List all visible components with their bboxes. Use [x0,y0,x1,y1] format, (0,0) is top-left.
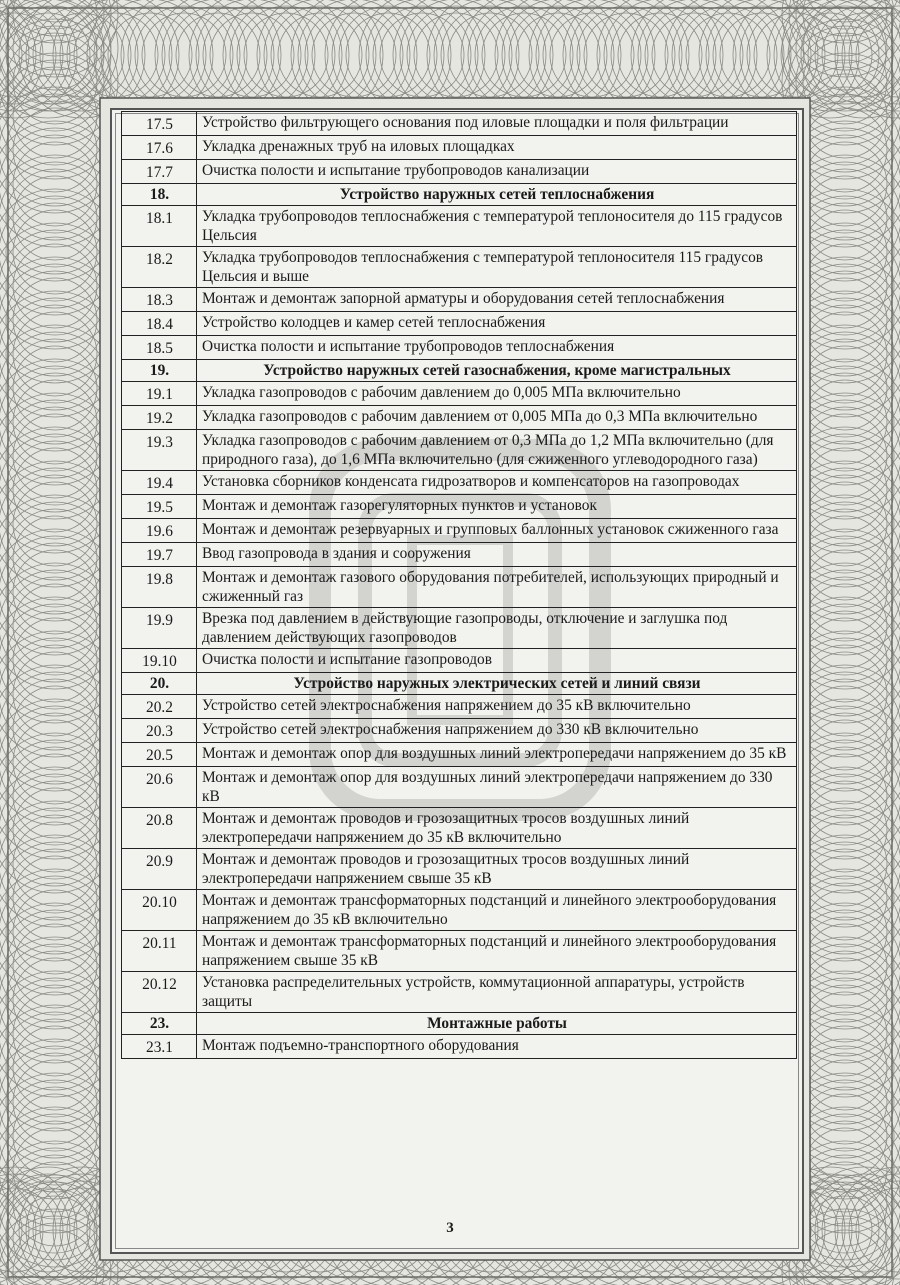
row-description: Укладка газопроводов с рабочим давлением до 0,005 МПа включительно [197,382,797,406]
table-row [122,136,797,160]
row-description: Укладка газопроводов с рабочим давлением от 0,3 МПа до 1,2 МПа включительно (для природного газа), до 1,6 МПа включительно (для сжиженного углеводородного газа) [197,430,797,471]
table-row [122,519,797,543]
table-row [122,743,797,767]
row-code: 19.2 [122,406,197,430]
table-row [122,247,797,288]
row-description: Монтаж и демонтаж проводов и грозозащитных тросов воздушных линий электропередачи напряжением свыше 35 кВ [197,849,797,890]
table-row [122,849,797,890]
row-code: 19.4 [122,471,197,495]
row-code: 19.5 [122,495,197,519]
row-code: 20.2 [122,695,197,719]
row-code: 18.3 [122,288,197,312]
row-code: 20.5 [122,743,197,767]
row-code: 23.1 [122,1035,197,1059]
row-description: Монтаж и демонтаж трансформаторных подстанций и линейного электрооборудования напряжением до 35 кВ включительно [197,890,797,931]
table-row [122,112,797,136]
row-code: 19.9 [122,608,197,649]
row-code: 18.2 [122,247,197,288]
row-description: Устройство сетей электроснабжения напряжением до 35 кВ включительно [197,695,797,719]
row-code: 19.6 [122,519,197,543]
table-row [122,336,797,360]
row-code: 20. [122,673,197,695]
section-title: Устройство наружных электрических сетей и линий связи [197,673,797,695]
row-code: 18. [122,184,197,206]
row-code: 20.11 [122,931,197,972]
section-title: Устройство наружных сетей газоснабжения, кроме магистральных [197,360,797,382]
section-row [122,1013,797,1035]
table-row [122,160,797,184]
row-description: Укладка трубопроводов теплоснабжения с температурой теплоносителя 115 градусов Цельсия и выше [197,247,797,288]
row-code: 19.3 [122,430,197,471]
table-row [122,608,797,649]
row-code: 19.1 [122,382,197,406]
row-code: 18.5 [122,336,197,360]
row-description: Очистка полости и испытание трубопроводов теплоснабжения [197,336,797,360]
row-description: Монтаж и демонтаж газового оборудования потребителей, использующих природный и сжиженный газ [197,567,797,608]
table-row [122,206,797,247]
row-code: 17.6 [122,136,197,160]
section-row [122,184,797,206]
row-description: Монтаж подъемно-транспортного оборудования [197,1035,797,1059]
row-code: 19. [122,360,197,382]
table-row [122,931,797,972]
table-row [122,767,797,808]
table-row [122,543,797,567]
section-title: Монтажные работы [197,1013,797,1035]
table-row [122,430,797,471]
row-description: Укладка газопроводов с рабочим давлением от 0,005 МПа до 0,3 МПа включительно [197,406,797,430]
row-code: 20.3 [122,719,197,743]
table-row [122,719,797,743]
table-row [122,695,797,719]
row-description: Монтаж и демонтаж опор для воздушных линий электропередачи напряжением до 35 кВ [197,743,797,767]
row-code: 17.5 [122,112,197,136]
row-code: 20.9 [122,849,197,890]
row-description: Монтаж и демонтаж трансформаторных подстанций и линейного электрооборудования напряжением свыше 35 кВ [197,931,797,972]
row-description: Очистка полости и испытание трубопроводов канализации [197,160,797,184]
section-title: Устройство наружных сетей теплоснабжения [197,184,797,206]
row-description: Монтаж и демонтаж резервуарных и групповых баллонных установок сжиженного газа [197,519,797,543]
row-description: Монтаж и демонтаж проводов и грозозащитных тросов воздушных линий электропередачи напряжением до 35 кВ включительно [197,808,797,849]
row-description: Монтаж и демонтаж опор для воздушных линий электропередачи напряжением до 330 кВ [197,767,797,808]
row-description: Врезка под давлением в действующие газопроводы, отключение и заглушка под давлением действующих газопроводов [197,608,797,649]
section-row [122,360,797,382]
table-row [122,649,797,673]
row-description: Устройство колодцев и камер сетей теплоснабжения [197,312,797,336]
table-row [122,972,797,1013]
row-code: 17.7 [122,160,197,184]
row-code: 20.12 [122,972,197,1013]
row-description: Монтаж и демонтаж запорной арматуры и оборудования сетей теплоснабжения [197,288,797,312]
row-code: 18.1 [122,206,197,247]
table-row [122,567,797,608]
table-row [122,495,797,519]
row-description: Укладка дренажных труб на иловых площадках [197,136,797,160]
row-description: Установка сборников конденсата гидрозатворов и компенсаторов на газопроводах [197,471,797,495]
table-row [122,808,797,849]
table-row [122,312,797,336]
row-description: Устройство сетей электроснабжения напряжением до 330 кВ включительно [197,719,797,743]
works-table [121,111,797,1059]
table-row [122,471,797,495]
row-description: Ввод газопровода в здания и сооружения [197,543,797,567]
row-code: 20.8 [122,808,197,849]
table-row [122,406,797,430]
row-code: 18.4 [122,312,197,336]
row-code: 19.8 [122,567,197,608]
row-description: Монтаж и демонтаж газорегуляторных пунктов и установок [197,495,797,519]
row-code: 20.6 [122,767,197,808]
row-code: 19.7 [122,543,197,567]
table-row [122,1035,797,1059]
row-description: Устройство фильтрующего основания под иловые площадки и поля фильтрации [197,112,797,136]
row-description: Очистка полости и испытание газопроводов [197,649,797,673]
row-code: 20.10 [122,890,197,931]
table-row [122,890,797,931]
row-description: Установка распределительных устройств, коммутационной аппаратуры, устройств защиты [197,972,797,1013]
table-row [122,288,797,312]
table-row [122,382,797,406]
page-number: 3 [446,1220,454,1236]
row-code: 19.10 [122,649,197,673]
section-row [122,673,797,695]
row-code: 23. [122,1013,197,1035]
row-description: Укладка трубопроводов теплоснабжения с температурой теплоносителя до 115 градусов Цельсия [197,206,797,247]
